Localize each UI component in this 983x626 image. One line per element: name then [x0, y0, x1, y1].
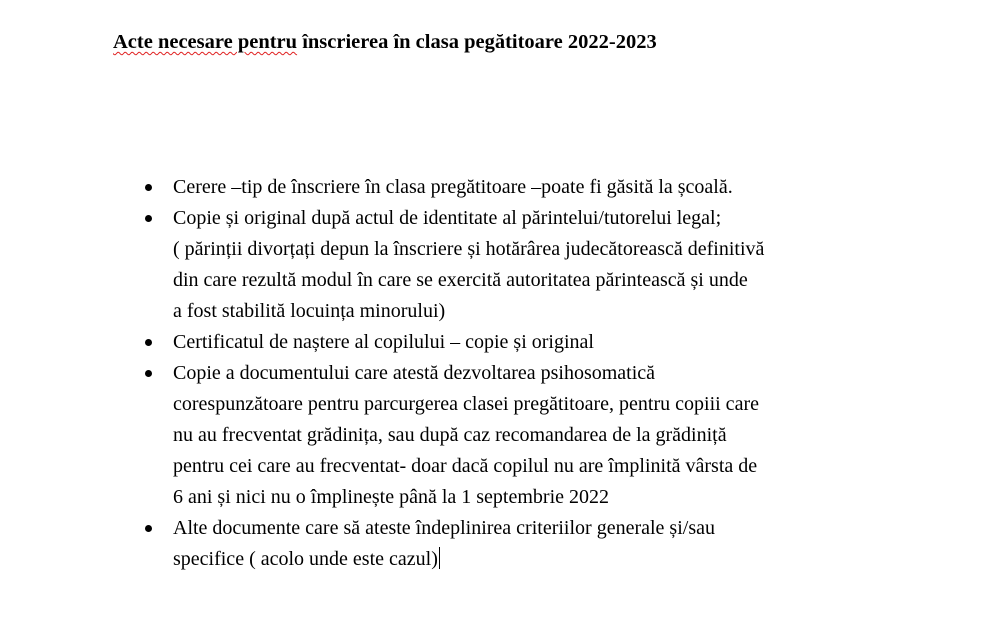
requirements-list [140, 172, 860, 575]
list-item [140, 203, 860, 327]
list-item-line: Copie și original după actul de identitate al părintelui/tutorelui legal; [173, 207, 722, 229]
list-item-line-text: specifice ( acolo unde este cazul) [173, 548, 438, 570]
list-item-line: din care rezultă modul în care se exercită autoritatea părintească și unde [173, 269, 748, 291]
list-item-line: a fost stabilită locuința minorului) [173, 300, 446, 322]
list-item [140, 513, 860, 575]
list-item-line: Cerere –tip de înscriere în clasa pregătitoare –poate fi găsită la școală. [173, 176, 733, 198]
title-text: înscrierea în clasa pegătitoare 2022-2023 [297, 31, 657, 53]
list-item-line: corespunzătoare pentru parcurgerea clasei pregătitoare, pentru copiii care [173, 393, 759, 415]
list-item-line: ( părinții divorțați depun la înscriere și hotărârea judecătorească definitivă [173, 238, 765, 260]
text-cursor [439, 547, 440, 569]
list-item-line: Certificatul de naștere al copilului – copie și original [173, 331, 594, 353]
list-item [140, 172, 860, 203]
list-item-line: pentru cei care au frecventat- doar dacă copilul nu are împlinită vârsta de [173, 455, 758, 477]
spellcheck-underlined-text: Acte necesare pentru [113, 31, 298, 53]
list-item [140, 358, 860, 513]
list-item-line [173, 544, 860, 575]
list-item-line: Alte documente care să ateste îndeplinirea criteriilor generale și/sau [173, 517, 715, 539]
list-item-line: 6 ani și nici nu o împlinește până la 1 septembrie 2022 [173, 486, 610, 508]
document-title [113, 28, 657, 56]
list-item [140, 327, 860, 358]
list-item-line: Copie a documentului care atestă dezvoltarea psihosomatică [173, 362, 656, 384]
list-item-line: nu au frecventat grădinița, sau după caz recomandarea de la grădiniță [173, 424, 727, 446]
